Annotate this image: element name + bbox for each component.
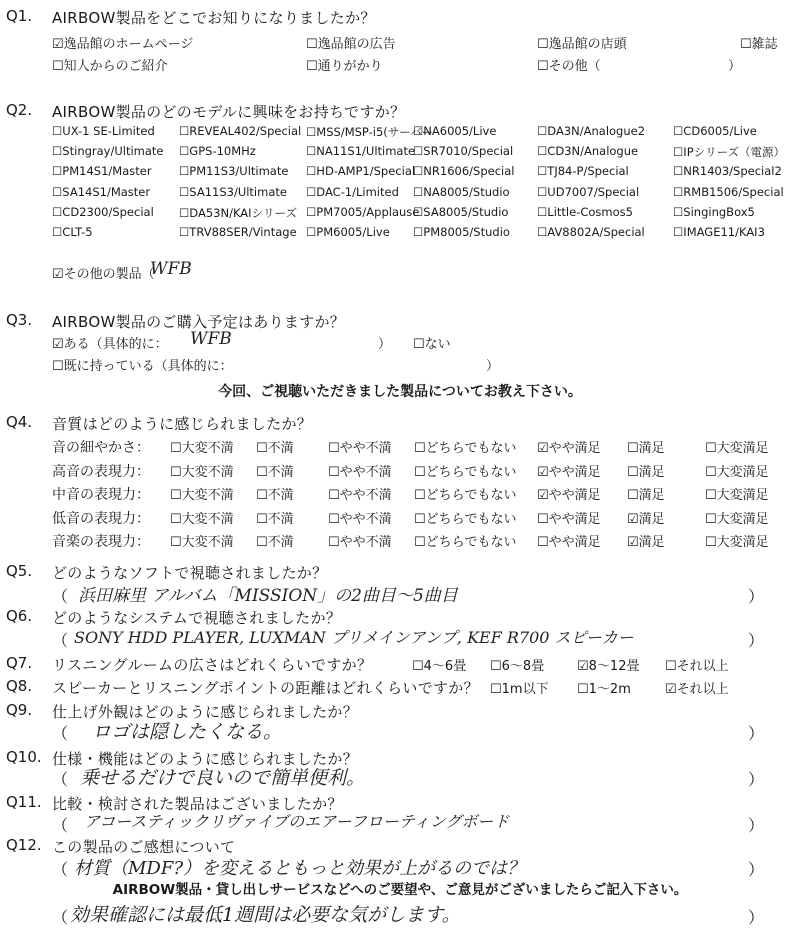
q4-row-label: 高音の表現力： [52,463,150,480]
q4-row-label: 音楽の表現力： [52,534,150,551]
q2-model-option[interactable]: ☐PM6005/Live [306,225,390,239]
q4-rating-option[interactable]: ☐不満 [256,488,294,504]
q6-question: どのようなシステムで視聴されましたか？ [52,609,342,627]
q11-question: 比較・検討された製品はございましたか？ [52,795,343,813]
q7-question: リスニングルームの広さはどれくらいですか？ [52,656,373,674]
q8-option-more[interactable]: ☑それ以上 [665,682,729,697]
q4-rating-option[interactable]: ☑満足 [627,511,665,527]
q2-model-option[interactable]: ☐GPS-10MHz [179,144,256,159]
q2-model-option[interactable]: ☐SingingBox5 [673,204,755,219]
q2-model-option[interactable]: ☐SR7010/Special [413,144,514,159]
q2-other-label[interactable]: ☑その他の製品（ [52,267,155,282]
q2-model-option[interactable]: ☐AV8802A/Special [537,225,645,239]
q4-rating-option[interactable]: ☐不満 [256,464,294,480]
request-heading: AIRBOW製品・貸し出しサービスなどへのご要望や、ご意見がございましたらご記入下さい。 [112,882,688,898]
q6-open-paren: （ [52,631,69,650]
q4-rating-option[interactable]: ☐どちらでもない [414,441,517,456]
q2-model-option[interactable]: ☐HD-AMP1/Special [306,164,416,179]
q3-number: Q3. [6,311,33,329]
q2-model-option[interactable]: ☐UD7007/Special [537,184,640,199]
q1-question: AIRBOW製品をどこでお知りになりましたか？ [52,9,376,27]
q2-model-option[interactable]: ☐TJ84-P/Special [537,164,629,179]
q4-rating-option[interactable]: ☐大変不満 [170,488,234,504]
q4-rating-option[interactable]: ☑やや満足 [537,488,601,504]
q6-answer[interactable]: SONY HDD PLAYER, LUXMAN プリメインアンプ, KEF R700 スピーカー [74,628,634,647]
q7-number: Q7. [6,654,33,672]
q2-model-option[interactable]: ☐CD2300/Special [52,204,154,219]
q2-model-option[interactable]: ☐NA8005/Studio [413,184,510,199]
q4-rating-option[interactable]: ☐やや不満 [328,441,392,456]
q2-model-option[interactable]: ☐REVEAL402/Special [179,124,302,138]
q5-question: どのようなソフトで視聴されましたか？ [52,564,328,582]
q11-open-paren: （ [52,816,69,835]
q11-answer[interactable]: アコースティックリヴァイブのエアーフローティングボード [84,812,510,831]
q2-model-option[interactable]: ☐PM14S1/Master [52,164,152,179]
q4-rating-option[interactable]: ☐大変不満 [170,511,234,527]
q4-rating-option[interactable]: ☐やや不満 [328,464,392,480]
q12-open-paren: （ [52,860,69,879]
q5-number: Q5. [6,562,33,580]
q2-model-option[interactable]: ☐IPシリーズ（電源） [673,145,786,160]
q2-model-option[interactable]: ☐PM11S3/Ultimate [179,164,289,179]
q3-yes-label[interactable]: ☑ある（具体的に： [52,337,168,352]
q4-row-label: 中音の表現力： [52,487,150,504]
section-heading: 今回、ご視聴いただきました製品についてお教え下さい。 [218,384,582,400]
q9-close-paren: ） [748,724,765,743]
q2-model-option[interactable]: ☐DA53N/KAIシリーズ [179,205,297,220]
q1-option-homepage[interactable]: ☑逸品館のホームページ [52,37,194,52]
q6-number: Q6. [6,607,33,625]
q4-rating-option[interactable]: ☐やや不満 [328,488,392,504]
q3-no-option[interactable]: ☐ない [413,337,451,352]
q2-model-option[interactable]: ☐Stingray/Ultimate [52,144,164,159]
q4-rating-option[interactable]: ☐不満 [256,535,294,551]
q4-rating-option[interactable]: ☐大変不満 [170,464,234,480]
q7-option-6-8[interactable]: ☐6〜8畳 [490,659,545,674]
q2-model-option[interactable]: ☐SA8005/Studio [413,204,509,219]
q4-rating-option[interactable]: ☐大変満足 [705,464,769,480]
q4-rating-option[interactable]: ☐大変不満 [170,535,234,551]
q2-number: Q2. [6,101,33,119]
q2-model-option[interactable]: ☐MSS/MSP-i5(サーバー [306,125,434,139]
q2-model-option[interactable]: ☐TRV88SER/Vintage [179,225,297,239]
q1-option-friend[interactable]: ☐知人からのご紹介 [52,59,168,74]
q3-yes-answer[interactable]: WFB [190,329,232,349]
q4-question: 音質はどのように感じられましたか？ [52,415,313,433]
q4-rating-option[interactable]: ☐不満 [256,441,294,456]
q1-option-magazine[interactable]: ☐雑誌 [740,37,778,52]
q4-rating-option[interactable]: ☐やや満足 [537,535,601,551]
request-open-paren: （ [52,908,69,927]
q9-answer[interactable]: ロゴは隠したくなる。 [92,721,283,743]
q4-number: Q4. [6,413,33,431]
q2-model-option[interactable]: ☐NR1403/Special2 [673,164,782,179]
q3-yes-close: ） [378,337,392,352]
q2-model-option[interactable]: ☐DA3N/Analogue2 [537,124,646,138]
q10-number: Q10. [6,748,42,766]
q4-rating-option[interactable]: ☐どちらでもない [414,464,517,480]
q4-rating-option[interactable]: ☑やや満足 [537,464,601,480]
q2-model-option[interactable]: ☐IMAGE11/KAI3 [673,225,765,239]
q4-rating-option[interactable]: ☐どちらでもない [414,488,517,504]
q2-model-option[interactable]: ☐PM8005/Studio [413,225,510,239]
q7-option-more[interactable]: ☐それ以上 [665,659,729,674]
q12-answer[interactable]: 材質（MDF?）を変えるともっと効果が上がるのでは？ [74,858,525,879]
q4-row-label: 音の細やかさ： [52,440,150,456]
q4-rating-option[interactable]: ☐大変満足 [705,535,769,551]
q2-model-option[interactable]: ☐CLT-5 [52,225,93,239]
q4-rating-option[interactable]: ☑やや満足 [537,441,601,456]
q10-answer[interactable]: 乗せるだけで良いので簡単便利。 [80,767,366,789]
q5-open-paren: （ [52,587,69,606]
q6-close-paren: ） [748,631,765,650]
q2-model-option[interactable]: ☐NR1606/Special [413,164,515,179]
q4-rating-option[interactable]: ☐大変不満 [170,441,234,456]
q10-close-paren: ） [748,770,765,789]
q4-rating-option[interactable]: ☐どちらでもない [414,535,517,551]
q2-model-option[interactable]: ☐SA14S1/Master [52,184,151,199]
request-close-paren: ） [748,908,765,927]
q12-number: Q12. [6,836,42,854]
q2-model-option[interactable]: ☐UX-1 SE-Limited [52,124,155,138]
q4-rating-option[interactable]: ☐やや不満 [328,535,392,551]
q10-open-paren: （ [52,770,69,789]
q2-model-option[interactable]: ☐NA11S1/Ultimate [306,144,416,159]
q4-rating-option[interactable]: ☐どちらでもない [414,511,517,527]
q2-model-option[interactable]: ☐SA11S3/Ultimate [179,184,287,199]
q8-option-under-1m[interactable]: ☐1m以下 [490,682,549,697]
q3-have-label[interactable]: ☐既に持っている（具体的に： [52,359,233,374]
q4-rating-option[interactable]: ☐満足 [627,488,665,504]
q4-rating-option[interactable]: ☐大変満足 [705,441,769,456]
q4-rating-option[interactable]: ☐満足 [627,441,665,456]
q1-other-close: ） [728,59,742,74]
q8-question: スピーカーとリスニングポイントの距離はどれくらいですか？ [52,679,479,697]
q4-rating-option[interactable]: ☐大変満足 [705,511,769,527]
q1-number: Q1. [6,7,33,25]
q7-option-8-12[interactable]: ☑8〜12畳 [577,659,640,674]
q10-question: 仕様・機能はどのように感じられましたか？ [52,750,359,768]
q4-rating-option[interactable]: ☐満足 [627,464,665,480]
q11-close-paren: ） [748,816,765,835]
q3-question: AIRBOW製品のご購入予定はありますか？ [52,313,346,331]
q2-model-option[interactable]: ☐NA6005/Live [413,124,497,138]
q1-option-store[interactable]: ☐逸品館の店頭 [537,37,627,52]
q4-rating-option[interactable]: ☐大変満足 [705,488,769,504]
q2-model-option[interactable]: ☐PM7005/Applause [306,204,420,219]
q1-option-other[interactable]: ☐その他（ [537,59,601,74]
q9-number: Q9. [6,701,33,719]
q2-model-option[interactable]: ☐CD6005/Live [673,124,757,138]
q12-close-paren: ） [748,860,765,879]
q1-option-passing[interactable]: ☐通りがかり [306,59,383,74]
q5-close-paren: ） [748,587,765,606]
q2-model-option[interactable]: ☐CD3N/Analogue [537,144,639,159]
q9-open-paren: （ [52,724,69,743]
q2-other-answer[interactable]: WFB [150,259,192,279]
q2-model-option[interactable]: ☐DAC-1/Limited [306,184,399,199]
q2-model-option[interactable]: ☐Little-Cosmos5 [537,204,633,219]
q4-rating-option[interactable]: ☑満足 [627,535,665,551]
q3-have-close: ） [486,359,500,374]
q2-model-option[interactable]: ☐RMB1506/Special [673,184,784,199]
q2-question: AIRBOW製品のどのモデルに興味をお持ちですか？ [52,103,406,121]
q7-option-4-6[interactable]: ☐4〜6畳 [412,659,467,674]
q8-number: Q8. [6,677,33,695]
q4-rating-option[interactable]: ☐やや満足 [537,511,601,527]
q4-row-label: 低音の表現力： [52,510,150,527]
q9-question: 仕上げ外観はどのように感じられましたか？ [52,703,359,721]
q4-rating-option[interactable]: ☐やや不満 [328,511,392,527]
q5-answer[interactable]: 浜田麻里 アルバム「MISSION」の2曲目〜5曲目 [78,586,458,606]
request-answer[interactable]: 効果確認には最低1週間は必要な気がします。 [70,904,461,926]
q8-option-1-2m[interactable]: ☐1〜2m [577,682,631,697]
q4-rating-option[interactable]: ☐不満 [256,511,294,527]
q1-option-ad[interactable]: ☐逸品館の広告 [306,37,396,52]
q12-question: この製品のご感想について [52,838,236,856]
q11-number: Q11. [6,793,42,811]
